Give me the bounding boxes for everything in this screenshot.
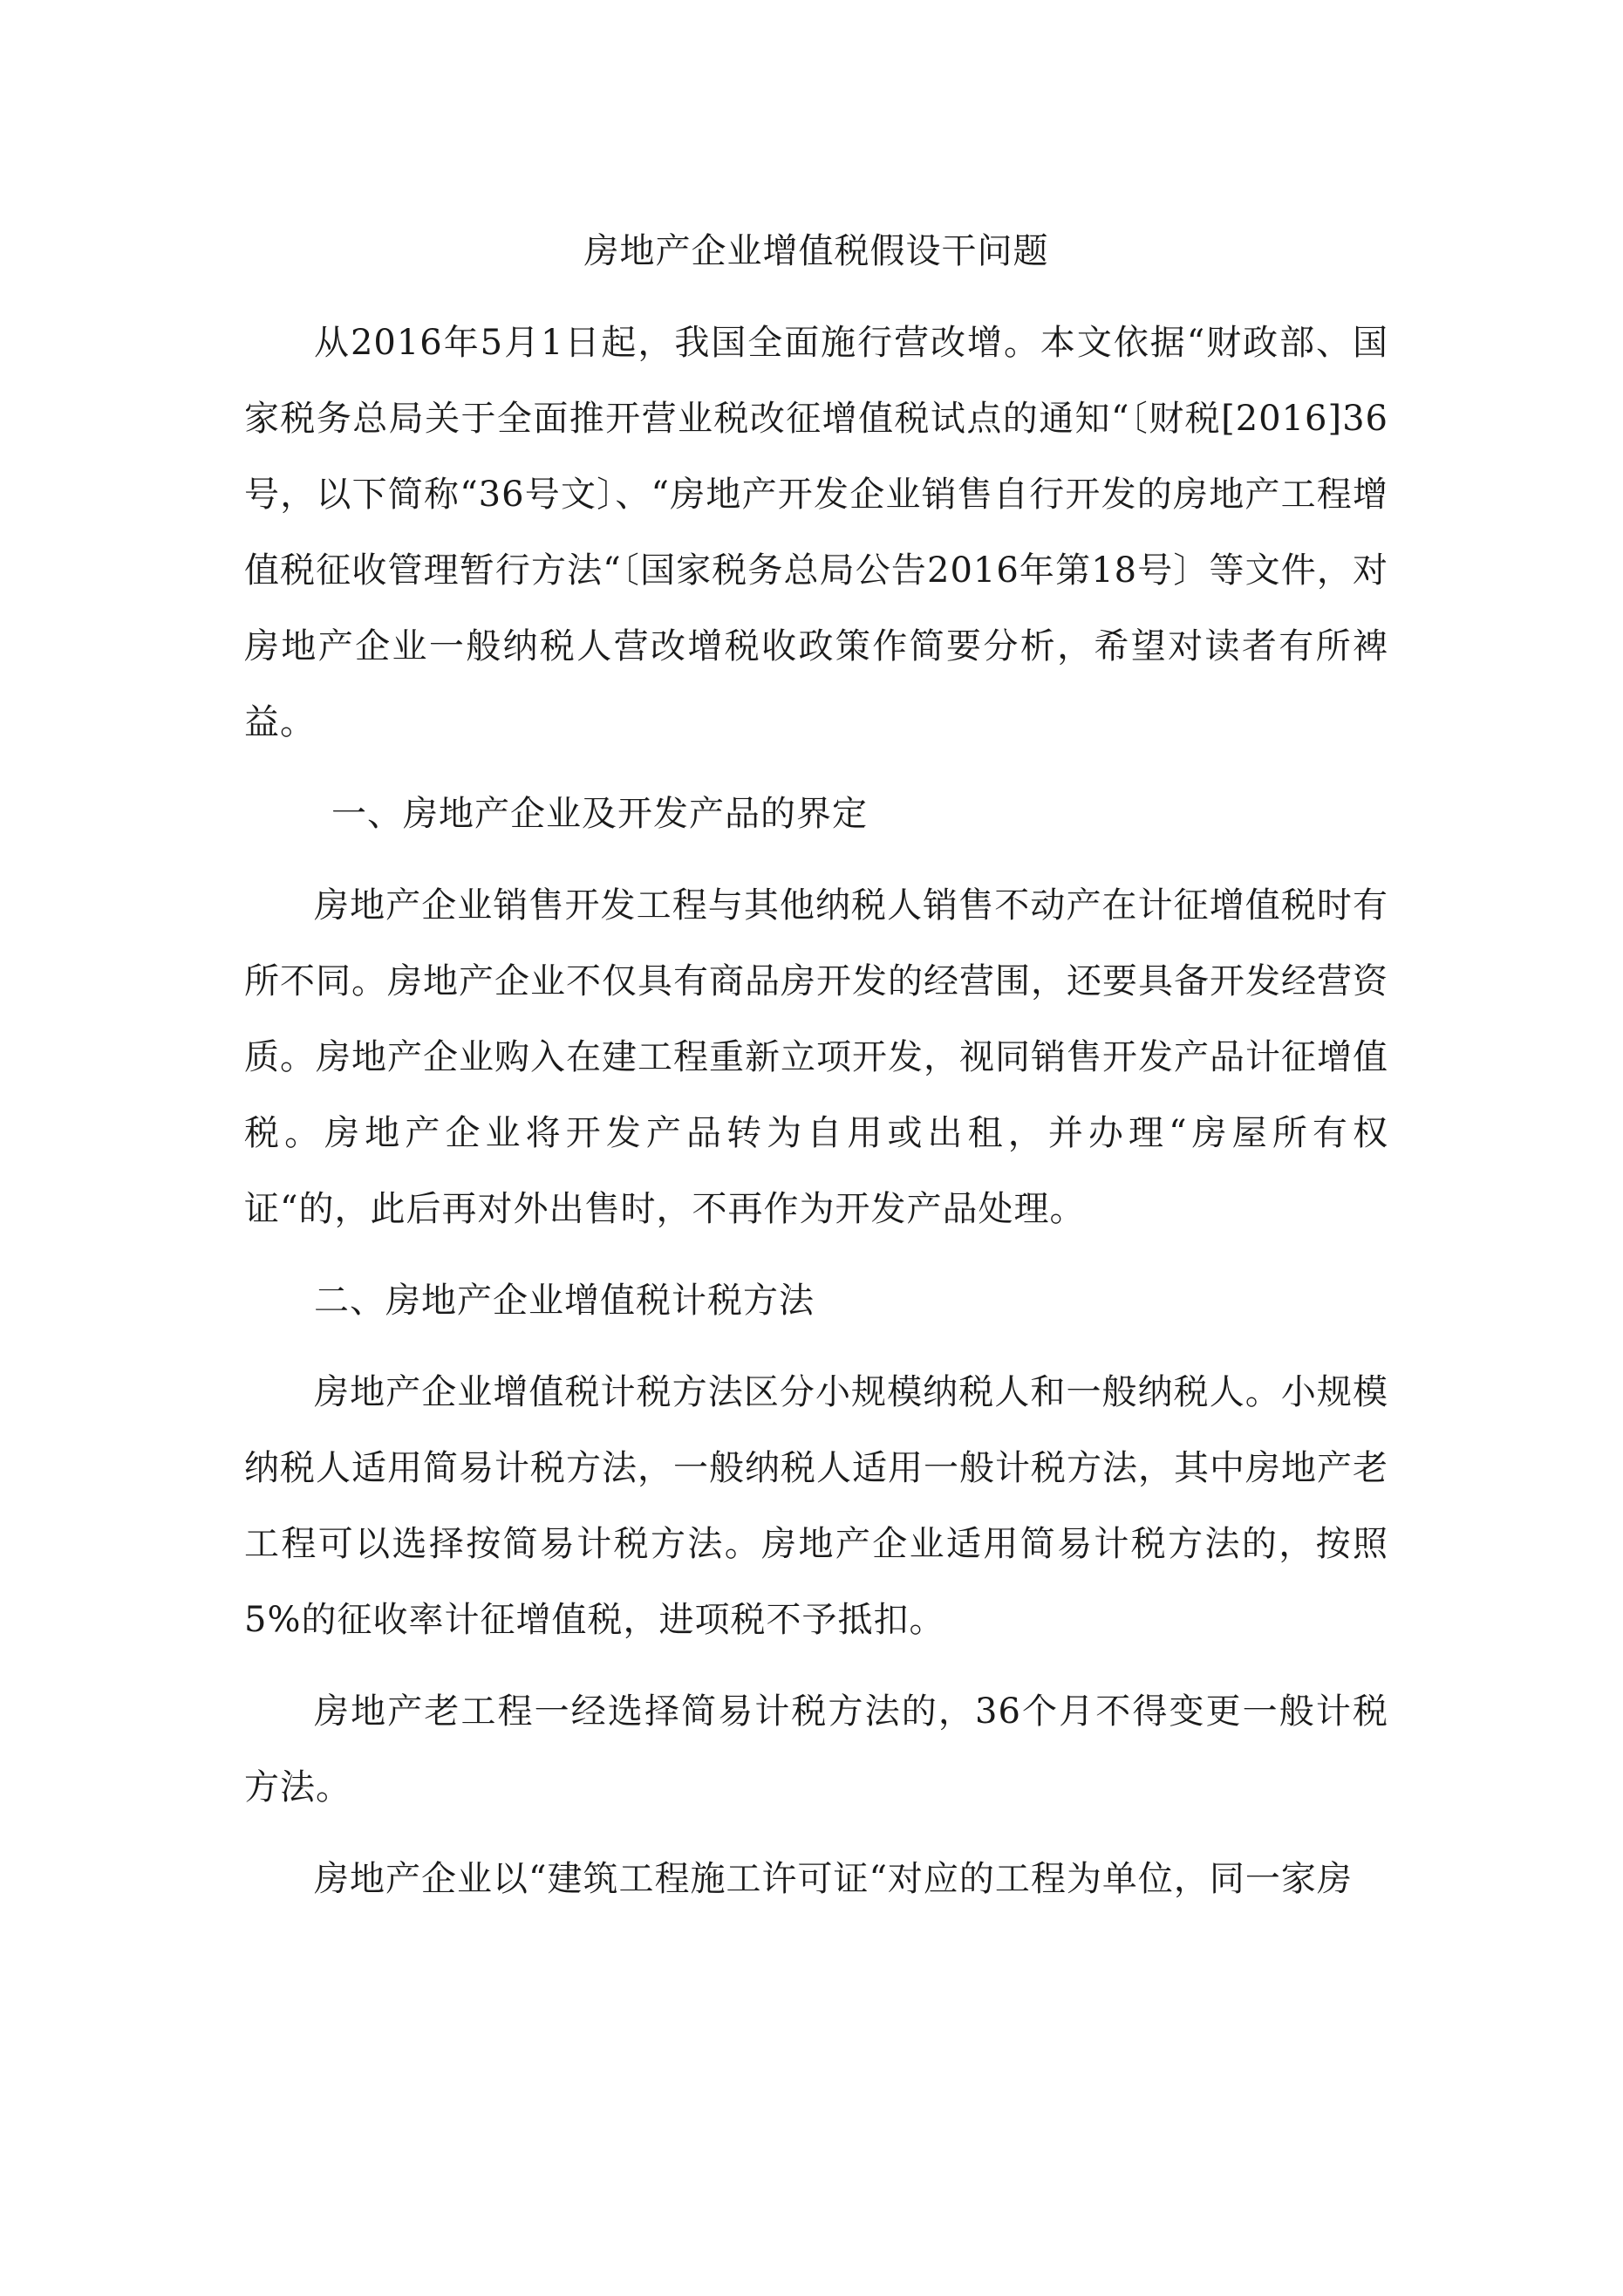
section-heading-1: 一、房地产企业及开发产品的界定 <box>331 794 868 834</box>
paragraph-permit: 房地产企业以“建筑工程施工许可证“对应的工程为单位，同一家房 <box>314 1859 1353 1899</box>
paragraph-intro: 从2016年5月1日起，我国全面施行营改增。本文依据“财政部、国家税务总局关于全面推开营业税改征增值税试点的通知“〔财税[2016]36号，以下简称“36号文〕、“房地产开发企业销售自行开发的房地产工程增值税征收管理暂行方法“〔国家税务总局公告2016年第18号〕等文件，对房地产企业一般纳税人营改增税收政策作简要分析，希望对读者有所裨益。 <box>244 323 1388 742</box>
paragraph-section-1: 房地产企业销售开发工程与其他纳税人销售不动产在计征增值税时有所不同。房地产企业不仅具有商品房开发的经营围，还要具备开发经营资质。房地产企业购入在建工程重新立项开发，视同销售开发产品计征增值税。房地产企业将开发产品转为自用或出租，并办理“房屋所有权证“的，此后再对外出售时，不再作为开发产品处理。 <box>244 885 1388 1229</box>
document-body <box>244 225 1388 1933</box>
section-heading-2: 二、房地产企业增值税计税方法 <box>314 1281 815 1321</box>
document-title: 房地产企业增值税假设干问题 <box>583 231 1049 271</box>
paragraph-old-project: 房地产老工程一经选择简易计税方法的，36个月不得变更一般计税方法。 <box>244 1691 1388 1807</box>
paragraph-section-2: 房地产企业增值税计税方法区分小规模纳税人和一般纳税人。小规模纳税人适用简易计税方法，一般纳税人适用一般计税方法，其中房地产老工程可以选择按简易计税方法。房地产企业适用简易计税方法的，按照5%的征收率计征增值税，进项税不予抵扣。 <box>244 1372 1388 1640</box>
